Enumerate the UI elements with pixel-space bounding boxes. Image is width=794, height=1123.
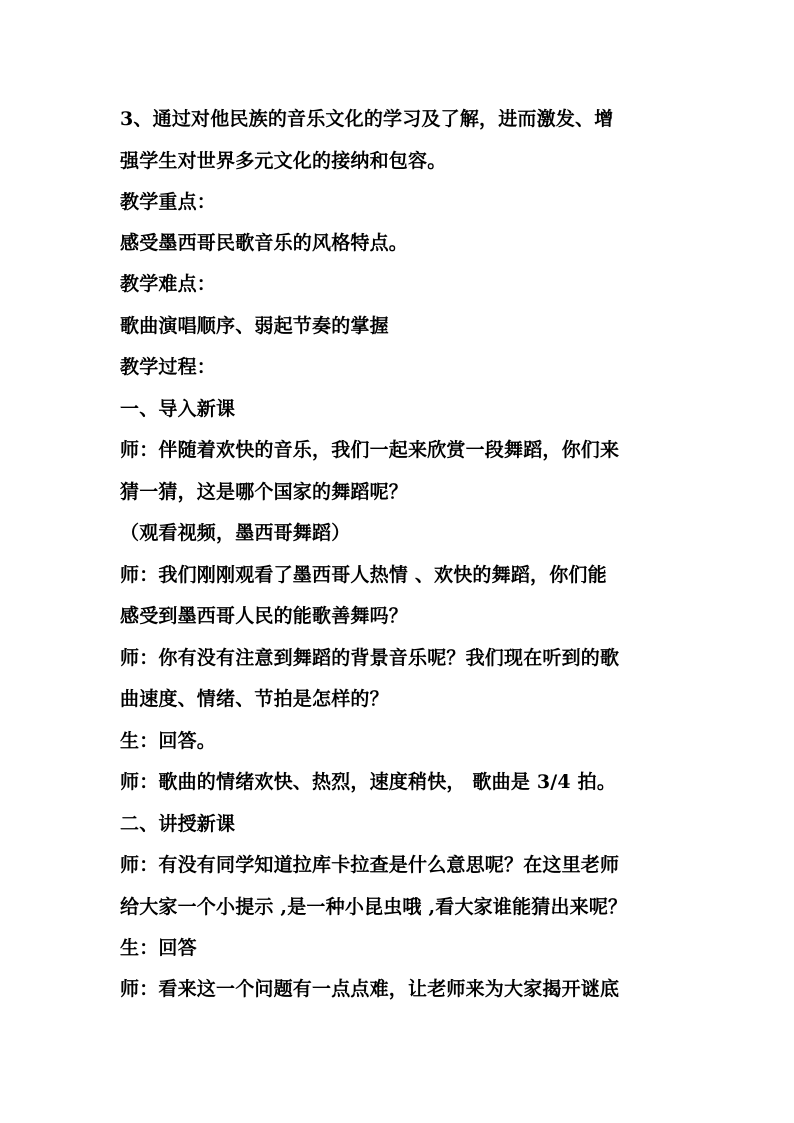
dialogue-line: 给大家一个小提示 ,是一种小昆虫哦 ,看大家谁能猜出来呢？ [120, 896, 628, 918]
section-heading-teaching-focus: 教学重点： [120, 191, 217, 213]
section-heading-introduction: 一、导入新课 [120, 398, 236, 420]
dialogue-line: 生：回答。 [120, 730, 217, 752]
dialogue-line: 感受到墨西哥人民的能歌善舞吗？ [120, 605, 409, 627]
section-heading-new-lesson: 二、讲授新课 [120, 813, 236, 835]
dialogue-line: 猜一猜，这是哪个国家的舞蹈呢？ [120, 481, 409, 503]
section-heading-teaching-difficulty: 教学难点： [120, 273, 217, 295]
dialogue-line: 师：歌曲的情绪欢快、热烈，速度稍快， 歌曲是 3/4 拍。 [120, 771, 617, 793]
paragraph-line: 强学生对世界多元文化的接纳和包容。 [120, 150, 447, 172]
dialogue-line: 曲速度、情绪、节拍是怎样的？ [120, 688, 389, 710]
dialogue-line: 师：伴随着欢快的音乐，我们一起来欣赏一段舞蹈，你们来 [120, 439, 620, 461]
paragraph-line: 感受墨西哥民歌音乐的风格特点。 [120, 232, 409, 254]
dialogue-line: 师：有没有同学知道拉库卡拉查是什么意思呢？在这里老师 [120, 854, 620, 876]
dialogue-line: 生：回答 [120, 937, 197, 959]
dialogue-line: 师：你有没有注意到舞蹈的背景音乐呢？我们现在听到的歌 [120, 647, 620, 669]
paragraph-line: 3、通过对他民族的音乐文化的学习及了解，进而激发、增 [120, 108, 614, 130]
dialogue-line: 师：看来这一个问题有一点点难，让老师来为大家揭开谜底 [120, 978, 620, 1000]
dialogue-line: 师：我们刚刚观看了墨西哥人热情 、欢快的舞蹈，你们能 [120, 564, 607, 586]
stage-note: （观看视频，墨西哥舞蹈） [120, 522, 351, 544]
paragraph-line: 歌曲演唱顺序、弱起节奏的掌握 [120, 315, 389, 337]
section-heading-teaching-process: 教学过程： [120, 356, 217, 378]
